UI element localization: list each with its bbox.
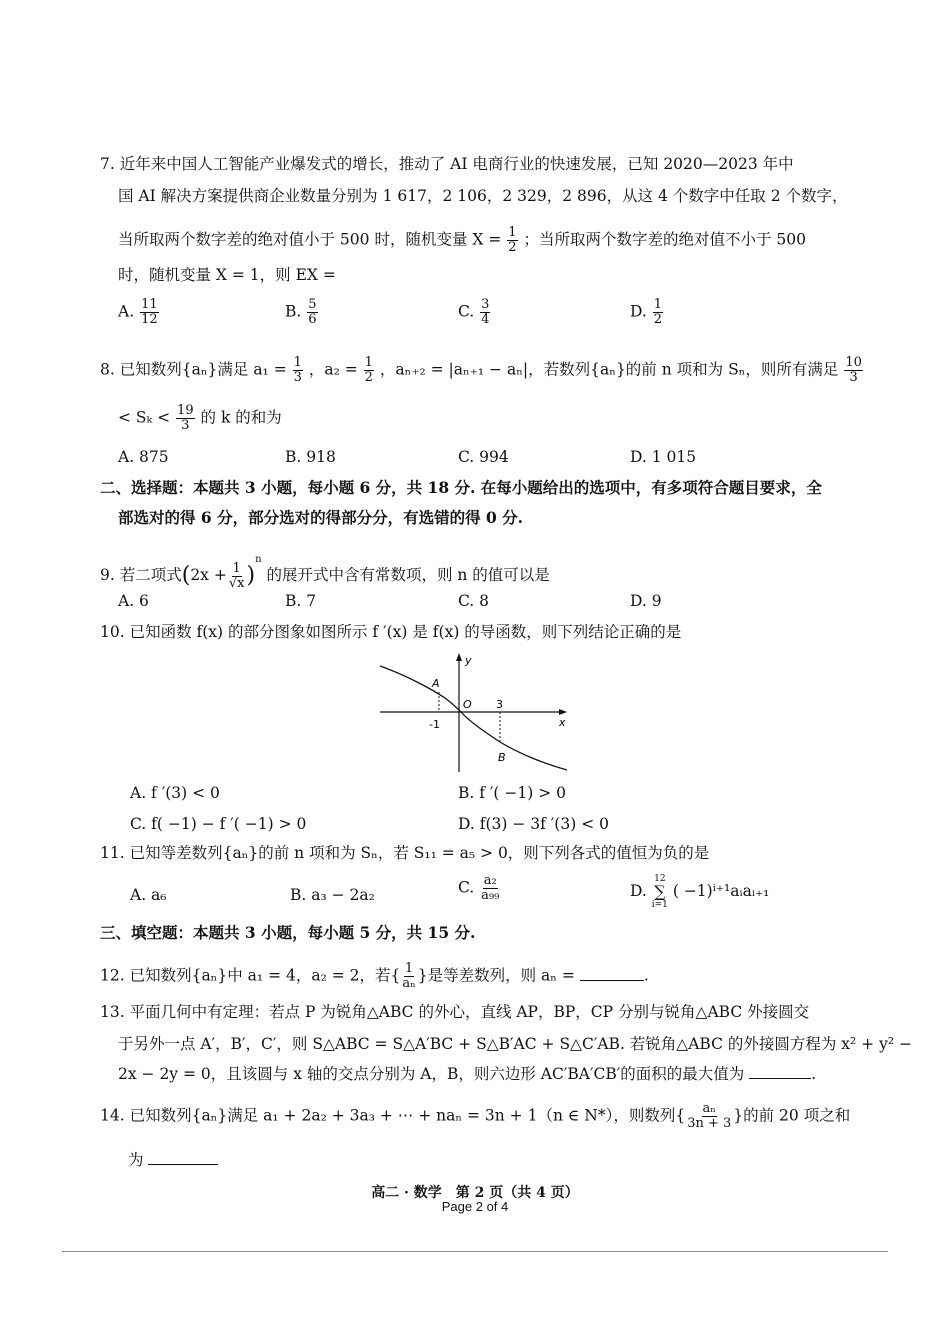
q7-line1: 7. 近年来中国人工智能产业爆发式的增长，推动了 AI 电商行业的快速发展，已知 2020—2023 年中	[100, 155, 794, 173]
q7-option-c-num: 3	[481, 297, 490, 312]
q8-line1-b: ，a₂ =	[308, 360, 358, 379]
q10-option-d[interactable]: D. f(3) − 3f ′(3) < 0	[458, 815, 609, 833]
q8-f4-den: 3	[181, 418, 190, 433]
q9-frac-den: √x	[228, 575, 245, 591]
page-footer-english: Page 2 of 4	[441, 1199, 509, 1214]
q8-f1-den: 3	[293, 370, 302, 385]
q13-line3	[118, 1064, 816, 1084]
section3-heading: 三、填空题：本题共 3 小题，每小题 5 分，共 15 分.	[100, 923, 476, 942]
q8-option-a[interactable]: A. 875	[118, 448, 169, 466]
q14-frac-den: 3n + 3	[687, 1116, 732, 1131]
q14-line1-pre: 14. 已知数列{aₙ}满足 a₁ + 2a₂ + 3a₃ + ⋯ + naₙ = 3n + 1（n ∈ N*），则数列{	[100, 1106, 686, 1125]
q14-line2	[128, 1150, 218, 1170]
q7-option-d-den: 2	[653, 312, 663, 327]
q11-sum-bottom: i=1	[651, 900, 668, 910]
q8-line1	[100, 356, 864, 385]
q8-line1-c: ，aₙ₊₂ = |aₙ₊₁ − aₙ|，若数列{aₙ}的前 n 项和为 Sₙ，则所有满足	[379, 360, 839, 379]
q7-option-c-den: 4	[481, 312, 490, 327]
q8-option-d[interactable]: D. 1 015	[630, 448, 697, 466]
function-curve	[380, 666, 567, 770]
q7-frac-num: 1	[508, 225, 517, 240]
q11-sum-top: 12	[654, 874, 666, 884]
q12-pre: 12. 已知数列{aₙ}中 a₁ = 4，a₂ = 2，若{	[100, 966, 401, 985]
q8-f1-num: 1	[293, 355, 302, 370]
sigma-icon: ∑	[654, 882, 666, 901]
q12-answer-blank[interactable]	[580, 966, 644, 981]
page-footer-chinese: 高二 · 数学 第 2 页（共 4 页）	[371, 1185, 579, 1201]
q7-option-b-num: 5	[308, 297, 317, 312]
q13-end: .	[811, 1065, 817, 1083]
y-axis-arrow-icon	[456, 653, 462, 661]
q11-stem: 11. 已知等差数列{aₙ}的前 n 项和为 Sₙ，若 S₁₁ = a₅ > 0，则下列各式的值恒为负的是	[100, 844, 710, 862]
q9-option-d[interactable]: D. 9	[630, 592, 662, 610]
q14-line1-post: }的前 20 项之和	[733, 1106, 851, 1125]
tick-minus1-label: -1	[429, 718, 440, 731]
q8-option-c[interactable]: C. 994	[458, 448, 509, 466]
q8-line2-b: 的 k 的和为	[200, 408, 282, 427]
q9-pre: 9. 若二项式	[100, 566, 182, 584]
q13-line2: 于另外一点 A′，B′，C′，则 S△ABC = S△A′BC + S△B′AC + S△C′AB. 若锐角△ABC 的外接圆方程为 x² + y² −	[118, 1035, 912, 1053]
q10-option-a[interactable]: A. f ′(3) < 0	[130, 784, 220, 802]
point-b-label: B	[498, 751, 506, 764]
q13-line3-text: 2x − 2y = 0，且该圆与 x 轴的交点分别为 A，B，则六边形 AC′BA′CB′的面积的最大值为	[118, 1065, 745, 1083]
q7-fraction	[507, 226, 517, 255]
q9-stem	[100, 550, 550, 591]
x-axis-arrow-icon	[559, 709, 567, 715]
q8-f3-num: 10	[845, 355, 862, 370]
q10-option-b[interactable]: B. f ′( −1) > 0	[458, 784, 567, 802]
q14-frac-num: aₙ	[702, 1101, 716, 1116]
q9-paren-open: (	[181, 563, 191, 588]
q7-option-b-den: 6	[308, 312, 317, 327]
section2-line1: 二、选择题：本题共 3 小题，每小题 6 分，共 18 分. 在每小题给出的选项中，有多项符合题目要求，全	[100, 478, 822, 497]
q9-option-a[interactable]: A. 6	[118, 592, 149, 610]
q11-option-c-label: C.	[458, 878, 475, 897]
q7-option-d-num: 1	[653, 297, 663, 312]
q9-option-c[interactable]: C. 8	[458, 592, 490, 610]
q7-option-a-num: 11	[141, 297, 158, 312]
q8-line2	[118, 404, 282, 433]
x-label: x	[559, 716, 566, 729]
q7-line3	[118, 226, 806, 255]
q10-stem: 10. 已知函数 f(x) 的部分图象如图所示 f ′(x) 是 f(x) 的导函数，则下列结论正确的是	[100, 623, 682, 641]
q8-f2-num: 1	[364, 355, 373, 370]
q12-post: }是等差数列，则 aₙ =	[417, 966, 575, 985]
q7-option-d[interactable]	[630, 298, 664, 327]
point-a-label: A	[432, 677, 440, 690]
q7-line2: 国 AI 解决方案提供商企业数量分别为 1 617，2 106，2 329，2 896，从这 4 个数字中任取 2 个数字，	[118, 187, 848, 205]
q8-line1-a: 8. 已知数列{aₙ}满足 a₁ =	[100, 360, 287, 379]
q10-function-graph	[375, 650, 575, 775]
q7-option-a-label: A.	[118, 302, 135, 321]
q7-option-b[interactable]	[285, 298, 319, 327]
q12-stem	[100, 962, 649, 991]
q11-option-c-den: a₉₉	[481, 888, 500, 903]
q10-option-c[interactable]: C. f( −1) − f ′( −1) > 0	[130, 815, 307, 833]
q7-option-a-den: 12	[141, 312, 158, 327]
q7-option-c-label: C.	[458, 302, 475, 321]
q8-line2-a: < Sₖ <	[118, 408, 171, 427]
q7-option-c[interactable]	[458, 298, 491, 327]
q8-f2-den: 2	[364, 370, 373, 385]
q14-line2-text: 为	[128, 1151, 144, 1169]
q14-line1	[100, 1102, 850, 1131]
q11-option-c[interactable]	[458, 874, 501, 903]
q7-option-a[interactable]	[118, 298, 160, 327]
q11-option-b[interactable]: B. a₃ − 2a₂	[290, 886, 375, 904]
tick-3-label: 3	[496, 698, 503, 711]
q12-end: .	[643, 966, 649, 985]
q11-option-d-label: D.	[630, 882, 647, 900]
q13-line1: 13. 平面几何中有定理：若点 P 为锐角△ABC 的外心，直线 AP，BP，CP 分别与锐角△ABC 外接圆交	[100, 1003, 810, 1021]
q7-option-d-label: D.	[630, 302, 647, 321]
q11-option-c-num: a₂	[483, 873, 497, 888]
q9-post: 的展开式中含有常数项，则 n 的值可以是	[266, 566, 550, 584]
q12-frac-num: 1	[404, 961, 414, 976]
q9-frac-num: 1	[232, 560, 241, 576]
q9-option-b[interactable]: B. 7	[285, 592, 317, 610]
q7-line3-pre: 当所取两个数字差的绝对值小于 500 时，随机变量 X =	[118, 230, 502, 249]
q8-f3-den: 3	[849, 370, 858, 385]
q11-sum-symbol	[652, 874, 668, 910]
y-label: y	[465, 654, 472, 667]
q14-answer-blank[interactable]	[148, 1150, 218, 1165]
q7-line4: 时，随机变量 X = 1，则 EX =	[118, 266, 336, 284]
q9-inner: 2x +	[190, 566, 227, 584]
q8-option-b[interactable]: B. 918	[285, 448, 336, 466]
section2-line2: 部选对的得 6 分，部分选对的得部分分，有选错的得 0 分.	[118, 508, 524, 527]
q7-frac-den: 2	[508, 240, 517, 255]
origin-label: O	[463, 698, 472, 711]
q9-paren-close: )	[246, 563, 256, 588]
q9-exponent: n	[255, 554, 262, 565]
q13-answer-blank[interactable]	[749, 1064, 811, 1079]
q7-line3-post: ；当所取两个数字差的绝对值不小于 500	[523, 230, 806, 249]
q8-f4-num: 19	[177, 403, 194, 418]
q11-option-a[interactable]: A. a₆	[130, 886, 167, 904]
q11-option-d[interactable]	[630, 874, 769, 910]
q12-frac-den: aₙ	[402, 976, 416, 991]
q7-option-b-label: B.	[285, 302, 302, 321]
page-bottom-divider	[62, 1251, 888, 1252]
q11-option-d-expr: ( −1)ⁱ⁺¹aᵢaᵢ₊₁	[672, 882, 770, 900]
